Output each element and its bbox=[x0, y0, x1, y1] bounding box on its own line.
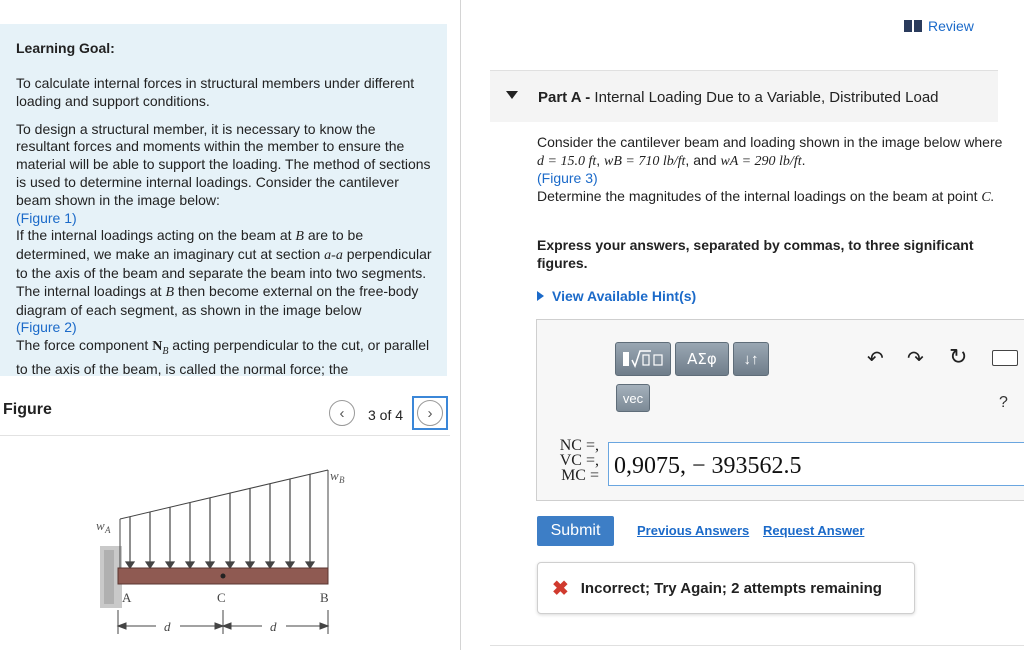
wa-label: w bbox=[96, 518, 105, 533]
help-icon[interactable]: ? bbox=[999, 394, 1008, 411]
problem-line1: Consider the cantilever beam and loading shown in the image below where bbox=[537, 134, 1003, 150]
para2-text: then become external on the free-body diagram of each segment, as shown in the image below bbox=[16, 282, 419, 318]
figure-prev-button[interactable] bbox=[329, 400, 355, 426]
greek-symbols-button[interactable]: ΑΣφ bbox=[675, 342, 729, 376]
book-icon bbox=[904, 20, 922, 32]
wb-value: wB = 710 lb/ft bbox=[604, 153, 686, 169]
part-a-header[interactable] bbox=[490, 70, 998, 122]
answer-labels bbox=[549, 438, 599, 483]
para3-text: acting perpendicular to the cut, or parallel to the axis of the beam, is called the normal force; the bbox=[16, 337, 430, 376]
wa-value: wA = 290 lb/ft bbox=[720, 153, 802, 169]
and-word: , and bbox=[685, 151, 717, 168]
cantilever-beam-figure bbox=[90, 460, 350, 640]
label-mc: MC = bbox=[561, 467, 599, 484]
answer-input[interactable]: 0,9075, − 393562.5 bbox=[608, 442, 1024, 486]
figure-next-button[interactable] bbox=[417, 400, 443, 426]
figure2-link[interactable]: (Figure 2) bbox=[16, 319, 77, 336]
learning-goal-body bbox=[16, 121, 433, 376]
figure1-link[interactable]: (Figure 1) bbox=[16, 209, 77, 226]
label-nc: NC =, bbox=[559, 437, 599, 454]
keyboard-icon[interactable] bbox=[992, 350, 1018, 366]
point-a-label: A bbox=[122, 590, 132, 605]
templates-button[interactable] bbox=[615, 342, 671, 376]
figure3-link[interactable]: (Figure 3) bbox=[537, 170, 598, 187]
reset-icon[interactable]: ↻ bbox=[949, 344, 968, 369]
arrows-button[interactable]: ↓↑ bbox=[733, 342, 769, 376]
figure-counter: 3 of 4 bbox=[368, 407, 404, 423]
load-distribution-top-line bbox=[120, 470, 328, 519]
request-answer-link[interactable]: Request Answer bbox=[763, 523, 865, 538]
wb-subscript: B bbox=[339, 475, 345, 485]
collapse-caret-icon[interactable] bbox=[506, 91, 518, 99]
submit-button[interactable]: Submit bbox=[537, 516, 614, 546]
feedback-text: Incorrect; Try Again; 2 attempts remaining bbox=[580, 579, 882, 597]
figure-title: Figure bbox=[3, 401, 52, 418]
learning-goal-para1: To design a structural member, it is necessary to know the resultant forces and moments within the member to ensure the material will be able to support the loading. The method of sections is used to determine internal loadings. Consider the cantilever beam shown in the image below: bbox=[16, 120, 431, 208]
review-label: Review bbox=[928, 18, 974, 34]
problem-statement: Consider the cantilever beam and loading shown in the image below where d = 15.0 ft, wB = 710 lb/ft, and wA = 290 lb/ft. (Figure 3) Determine the magnitudes of the internal loadings on the beam at point C. bbox=[537, 134, 1007, 206]
point-c-symbol: C. bbox=[981, 189, 995, 205]
point-b-symbol: B bbox=[165, 284, 174, 300]
chevron-right-icon: › bbox=[427, 404, 433, 422]
d-value: d = 15.0 ft bbox=[537, 153, 597, 169]
hints-label: View Available Hint(s) bbox=[552, 288, 697, 304]
para2-text: are to be determined, we make an imaginary cut at section bbox=[16, 227, 364, 263]
dimension-lines bbox=[118, 610, 328, 634]
point-c-marker bbox=[221, 574, 226, 579]
expand-triangle-icon bbox=[537, 291, 544, 301]
chevron-left-icon: ‹ bbox=[339, 404, 345, 422]
normal-force-symbol: N bbox=[152, 339, 163, 355]
problem-question: Determine the magnitudes of the internal loadings on the beam at point bbox=[537, 187, 978, 204]
label-vc: VC =, bbox=[559, 452, 599, 469]
part-title-text: Internal Loading Due to a Variable, Distributed Load bbox=[594, 89, 939, 106]
learning-goal-intro: To calculate internal forces in structural members under different loading and support conditions. bbox=[16, 75, 415, 109]
redo-icon[interactable]: ↷ bbox=[907, 348, 924, 370]
wa-subscript: A bbox=[105, 525, 111, 535]
point-b-label: B bbox=[320, 590, 329, 605]
previous-answers-link[interactable]: Previous Answers bbox=[637, 523, 750, 538]
undo-icon[interactable]: ↶ bbox=[867, 348, 884, 370]
para2-text: If the internal loadings acting on the beam at bbox=[16, 227, 296, 244]
wb-label: w bbox=[330, 468, 339, 483]
column-divider bbox=[460, 0, 461, 650]
vec-button[interactable]: vec bbox=[616, 384, 650, 412]
figure-next-focus-ring[interactable] bbox=[412, 396, 448, 430]
bottom-divider bbox=[490, 645, 1024, 646]
learning-goal-heading: Learning Goal: bbox=[16, 40, 115, 56]
feedback-box bbox=[537, 562, 915, 614]
load-arrows bbox=[126, 474, 314, 568]
section-aa-symbol: a-a bbox=[324, 248, 343, 264]
incorrect-x-icon: ✖ bbox=[552, 577, 569, 600]
para3-text: The force component bbox=[16, 337, 153, 354]
answer-area bbox=[536, 319, 1024, 501]
learning-goal-panel bbox=[0, 24, 447, 376]
figure-header bbox=[0, 396, 450, 436]
answer-instructions: Express your answers, separated by commas, to three significant figures. bbox=[537, 237, 974, 271]
point-b-symbol: B bbox=[295, 229, 304, 245]
view-hints-link[interactable] bbox=[537, 288, 696, 304]
dimension-d-left: d bbox=[164, 619, 171, 634]
normal-force-subscript: B bbox=[162, 345, 169, 357]
para2-text: perpendicular to the axis of the beam and separate the beam into two segments. The internal loadings at bbox=[16, 246, 432, 299]
templates-icon bbox=[621, 348, 665, 370]
point-c-label: C bbox=[217, 590, 226, 605]
dimension-d-right: d bbox=[270, 619, 277, 634]
part-prefix: Part A - bbox=[538, 89, 595, 106]
part-title bbox=[538, 89, 939, 106]
review-link[interactable] bbox=[904, 18, 974, 34]
